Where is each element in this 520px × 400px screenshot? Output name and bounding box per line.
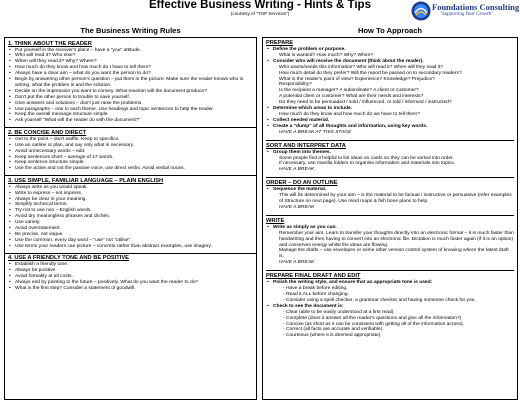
dash-text: Clear (able to be easily understood at a first read). (286, 309, 395, 315)
rule-item: • Don't put the other person to trouble to save yourself. (8, 95, 253, 101)
page-subtitle: (courtesy of "TOP Services") (230, 11, 290, 16)
rule-item: • Use the common, every day word – "use" not "utilise". (8, 238, 253, 244)
approach-item-body (273, 310, 514, 340)
section-divider (5, 127, 256, 128)
approach-item-dash: - Consider using a spell checker, a grammar checker and having someone check for you. (283, 297, 476, 303)
break-note: HAVE A BREAK (279, 204, 315, 210)
approach-item-dash: - Concise (as short as it can be consistent with getting all of the information across). (283, 321, 465, 327)
approach-item (266, 59, 514, 106)
approach-item (266, 47, 514, 59)
rule-item: • Write to express – not impress. (8, 191, 253, 197)
approach-item-lead: Group them into themes. (273, 149, 331, 155)
rule-item: • Ask yourself "What will the reader do with the document?" (8, 118, 253, 124)
rule-section-title: 1. THINK ABOUT THE READER (8, 40, 92, 47)
approach-item-line: This will be determined by your aim – is the material to be factual / instructive or persuasive (refer examples of Structure on next page). Use mind maps & fish bone plans to help. (279, 193, 512, 205)
break-note: HAVE A BREAK (279, 167, 315, 173)
rule-item: • Always be positive. (8, 268, 253, 274)
approach-item-dash: - Courteous (where it is deemed appropriate). (283, 333, 382, 339)
page-title: Effective Business Writing - Hints & Tips (149, 0, 371, 11)
rule-list (8, 137, 253, 172)
section-divider (5, 253, 256, 254)
rule-section-title: 3. USE SIMPLE, FAMILIAR LANGUAGE – PLAIN ENGLISH (8, 177, 164, 184)
rule-item: • Keep sentence structure simple. (8, 160, 253, 166)
rule-list (8, 262, 253, 292)
rule-item: • Keep sentences short – average of 17 words. (8, 155, 253, 161)
approach-item (266, 106, 514, 118)
rule-item: • Always write as you would speak. (8, 185, 253, 191)
approach-item-line: Some people find it helpful to list ideas on cards so they can be sorted into order. (279, 155, 454, 161)
rule-item: • Keep the overall message structure simple. (8, 112, 253, 118)
approach-item (266, 304, 514, 339)
rule-list (8, 185, 253, 250)
approach-item (266, 150, 514, 168)
rule-section-title: 2. BE CONCISE AND DIRECT (8, 129, 87, 136)
rule-item: • Avoid dry meaningless phrases and clichés. (8, 214, 253, 220)
approach-section-title: ORDER – DO AN OUTLINE (266, 177, 514, 187)
rule-item: • Who will read it? Who else? (8, 53, 253, 59)
approach-item (266, 187, 514, 205)
rule-section-title: 4. USE A FRIENDLY TONE AND BE POSITIVE (8, 255, 129, 262)
rules-panel (4, 37, 257, 400)
rule-item: • Put yourself in the receiver's place – have a "you" attitude. (8, 48, 253, 54)
approach-item-line: Who wants/needs this information? Who will read it? When will they read it? (279, 64, 443, 70)
rule-item: • Begin by answering other person's question – put them in the picture. Make sure the reader knows who is writing, what the problem is and the solution. (8, 77, 253, 89)
dash-text: Read it ALL before changing. (286, 292, 349, 297)
approach-item-dash: - Read it ALL before changing. (283, 292, 349, 297)
approach-section-title: PREPARE (266, 40, 294, 46)
logo-name: Foundations Consulting (432, 2, 520, 12)
rule-item: • Simplify technical terms. (8, 202, 253, 208)
approach-item-line: Do they need to be persuaded / sold / influenced, or told / informed / instructed? (279, 100, 452, 106)
approach-item-line: How much do they know and how much do we have to tell them? (279, 111, 420, 117)
approach-item-lead: Check to see the document is: (273, 303, 344, 309)
approach-section-title: PREPARE FINAL DRAFT AND EDIT (266, 270, 514, 280)
rule-item: • Give answers and solutions – don't just raise the problems. (8, 101, 253, 107)
rule-item: • Avoid overstatement. (8, 226, 253, 232)
approach-item-lead: Write as simply as you can. (273, 224, 337, 230)
approach-item-body (273, 193, 514, 205)
rules-column-heading: The Business Writing Rules (80, 26, 181, 35)
rule-item: • Use paragraphs – one to each theme. Use headings and topic sentences to help the reader. (8, 107, 253, 113)
rule-item: • Get to the point – don't waffle. Keep to specifics. (8, 137, 253, 143)
approach-item-dash: - Complete (does it answer all the reader's questions and give all the information?) (283, 315, 462, 321)
rule-item: • Always have a clear aim – what do you want the person to do? (8, 71, 253, 77)
rule-item: • Always be clear in your meaning. (8, 197, 253, 203)
rule-item: • Avoid unnecessary words – edit. (8, 149, 253, 155)
rule-list (8, 48, 253, 125)
approach-item-line: Remember your aim. Learn to transfer your thoughts directly into an electronic format – it is much faster than handwriting and then having to convert into an electronic file. Dictation is much faster again (if it is an option) and conserves energy whilst the ideas are flowing. (279, 230, 514, 248)
dash-text: Concise (as short as it can be consistent with getting all of the information across). (286, 321, 465, 327)
break-note: HAVE A BREAK AT THIS STAGE (279, 129, 352, 135)
approach-item-lead: Collect needed material. (273, 117, 330, 123)
approach-item-line: Responsibility? (279, 82, 312, 88)
dash-text: Complete (does it answer all the reader's questions and give all the information?) (286, 315, 462, 321)
approach-item-body (273, 65, 514, 106)
approach-item (266, 225, 514, 260)
rule-item: • Avoid formality at all costs. (8, 274, 253, 280)
approach-item-lead: Define the problem or purpose. (273, 47, 346, 52)
approach-item-line: A potential client or customer? What are their needs and interests? (279, 94, 424, 100)
rule-item: • Use an outline or plan, and say only what is necessary. (8, 143, 253, 149)
logo-tagline: "Supporting Your Growth" (440, 12, 494, 17)
approach-item-line: Is the recipient a manager? A subordinate? A client or customer? (279, 88, 419, 94)
approach-item-lead: Polish the writing style, and ensure that an appropriate tone is used: (273, 280, 433, 286)
dash-text: Consider using a spell checker, a grammar checker and having someone check for you. (286, 297, 476, 303)
rule-item: • When will they read it? Why? Where? (8, 59, 253, 65)
approach-item-dash: - Have a break before editing. (283, 286, 348, 292)
rule-item: • Use the active and not the passive voice, use direct verbs. Avoid verbal nouns. (8, 166, 253, 172)
rule-item: • Try not to use non – English words. (8, 208, 253, 214)
rule-item: • Use variety. (8, 220, 253, 226)
approach-column-heading: How To Approach (357, 26, 423, 35)
approach-item-line: What is the reader's point of view? Experience? Knowledge? Prejudice? (279, 76, 435, 82)
approach-item-line: How much detail do they prefer? Will the report be passed on to secondary readers? (279, 70, 462, 76)
approach-item-line: If necessary, use manilla folders to organise information and materials into topics. (279, 161, 456, 167)
approach-item-dash: - Clear (able to be easily understood at a first read). (283, 309, 395, 315)
approach-item-lead: Determine which areas to include. (273, 106, 353, 112)
rule-item: • Decide on the impression you want to convey. What reaction will the document produce? (8, 89, 253, 95)
approach-item-dash: - Correct (all facts are accurate and verifiable). (283, 327, 384, 333)
approach-panel (262, 37, 518, 400)
approach-item-line: Manage the drafts – use envelopes or some other version control system of knowing where the latest draft is. (279, 248, 509, 260)
dash-text: Have a break before editing. (286, 286, 348, 292)
approach-item (266, 124, 514, 130)
dash-text: Courteous (where it is deemed appropriate). (286, 333, 382, 339)
break-note: HAVE A BREAK (279, 260, 315, 266)
rule-item: • How much do they know and how much do I have to tell them? (8, 65, 253, 71)
company-logo (410, 0, 520, 22)
approach-item-lead: Create a "dump" of all thoughts and information, using key words. (273, 123, 428, 129)
approach-item-line: What is wanted? How much? Why? When? (279, 52, 374, 58)
approach-item-body (273, 231, 514, 261)
approach-section-title: WRITE (266, 215, 514, 225)
rule-item: • Be precise, not vague. (8, 232, 253, 238)
approach-item-lead: Sequence the material. (273, 187, 327, 193)
logo-emblem-icon (410, 0, 432, 22)
section-divider (5, 175, 256, 176)
approach-section-title: SORT AND INTERPRET DATA (266, 140, 514, 150)
rule-item: • Use terms your readers can picture – concrete rather than abstract examples, use imagery. (8, 244, 253, 250)
dash-text: Correct (all facts are accurate and verifiable). (286, 327, 384, 333)
rule-item: • What is the first step? Consider a statement of goodwill. (8, 286, 253, 292)
rule-item: • Always end by pointing to the future – positively. What do you want the reader to do? (8, 280, 253, 286)
approach-item-body (273, 156, 514, 168)
approach-item-lead: Consider who will receive the document (think about the reader). (273, 58, 424, 64)
approach-item-body (273, 286, 514, 304)
rule-item: • Establish a friendly tone. (8, 262, 253, 268)
approach-item (266, 280, 514, 304)
